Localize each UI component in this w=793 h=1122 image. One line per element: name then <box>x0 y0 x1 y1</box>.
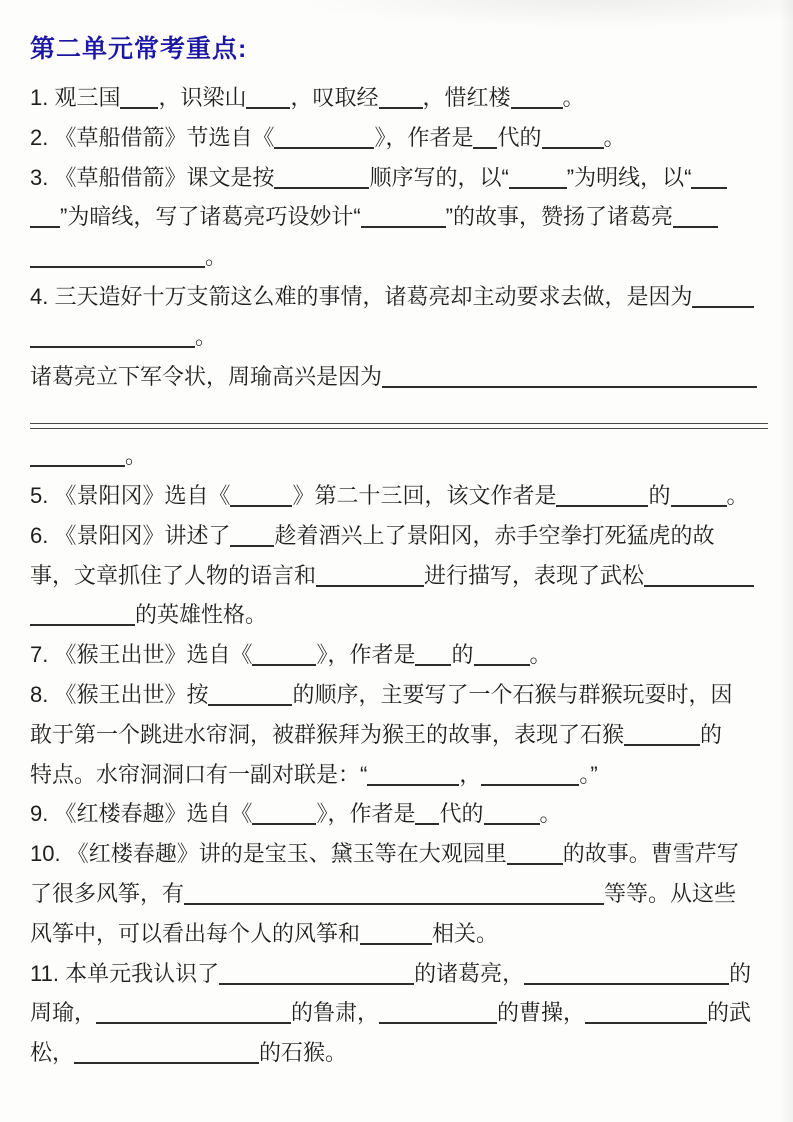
document-line <box>30 436 767 476</box>
blank-field <box>120 107 158 109</box>
text-segment: 的英雄性格。 <box>135 602 268 628</box>
text-segment: 8. 《猴王出世》按 <box>30 681 209 707</box>
document-line <box>30 954 767 994</box>
blank-field <box>481 784 579 786</box>
text-segment: ，惜红楼 <box>422 85 511 110</box>
blank-field <box>316 585 424 587</box>
document-line <box>30 118 767 158</box>
blank-field <box>415 664 451 666</box>
blank-field <box>30 624 135 626</box>
text-segment: 。 <box>125 443 148 469</box>
text-segment: 。 <box>562 85 585 110</box>
text-segment: 》，作者是 <box>316 801 416 827</box>
blank-field <box>246 107 290 109</box>
blank-field <box>473 147 497 149</box>
text-segment: 》，作者是 <box>316 642 416 668</box>
text-segment: 敢于第一个跳进水帘洞，被群猴拜为猴王的故事，表现了石猴 <box>30 721 625 747</box>
text-segment: ”为暗线，写了诸葛亮巧设妙计“ <box>60 204 361 230</box>
blank-field <box>691 187 727 189</box>
text-segment: 周瑜， <box>30 1000 97 1026</box>
text-segment: 。 <box>539 801 562 827</box>
document-line <box>30 993 767 1033</box>
document-line <box>30 715 767 755</box>
text-segment: 等等。从这些 <box>604 880 737 906</box>
document-line <box>30 317 767 357</box>
blank-field <box>360 943 432 945</box>
blank-field <box>219 983 414 985</box>
blank-field <box>509 187 567 189</box>
blank-field <box>507 863 563 865</box>
blank-field <box>415 823 439 825</box>
text-segment: ”为明线，以“ <box>566 164 692 190</box>
blank-field <box>252 823 316 825</box>
text-segment: 9. 《红楼春趣》选自《 <box>30 801 253 827</box>
text-segment: 5. 《景阳冈》选自《 <box>30 482 231 508</box>
document-line <box>30 1033 767 1073</box>
blank-field <box>30 226 60 228</box>
text-segment: 的曹操， <box>497 1000 586 1026</box>
text-segment: 的武 <box>707 1000 752 1026</box>
blank-field <box>671 505 727 507</box>
document-line <box>30 197 767 237</box>
text-segment: 进行描写，表现了武松 <box>424 562 645 588</box>
document-line <box>30 396 767 436</box>
document-line <box>30 874 767 914</box>
text-segment: 》，作者是 <box>374 124 474 150</box>
blank-field <box>556 505 648 507</box>
text-segment: 的 <box>729 960 752 986</box>
text-segment: 风筝中，可以看出每个人的风筝和 <box>30 920 361 946</box>
text-segment: 事，文章抓住了人物的语言和 <box>30 562 317 588</box>
blank-field <box>524 983 729 985</box>
text-segment: 3. 《草船借箭》课文是按 <box>30 164 275 190</box>
blank-field <box>30 346 195 348</box>
blank-field <box>542 147 604 149</box>
document-line <box>30 834 767 874</box>
text-segment: 松， <box>30 1040 75 1066</box>
blank-field <box>74 1062 259 1064</box>
continuation-rule <box>30 423 768 429</box>
text-segment: 。 <box>603 124 626 150</box>
text-segment: 代的 <box>497 124 542 150</box>
document-line <box>30 556 767 596</box>
blank-field <box>474 664 530 666</box>
blank-field <box>367 784 459 786</box>
blank-field <box>644 585 754 587</box>
text-segment: 11. 本单元我认识了 <box>30 960 220 986</box>
blank-field <box>379 107 423 109</box>
text-segment: 10. 《红楼春趣》讲的是宝玉、黛玉等在大观园里 <box>30 841 507 867</box>
blank-field <box>585 1022 707 1024</box>
document-line <box>30 635 767 675</box>
blank-field <box>673 226 718 228</box>
blank-field <box>624 744 700 746</box>
text-segment: 的 <box>451 642 474 668</box>
text-segment: 。” <box>579 761 598 787</box>
text-segment: ”的故事，赞扬了诸葛亮 <box>445 204 673 230</box>
blank-field <box>230 505 292 507</box>
text-segment: 4. 三天造好十万支箭这么难的事情，诸葛亮却主动要求去做，是因为 <box>30 283 693 309</box>
text-segment: 的鲁肃， <box>291 1000 380 1026</box>
blank-field <box>30 465 125 467</box>
document-line <box>30 476 767 516</box>
text-segment: 1. 观三国 <box>30 85 121 110</box>
page-title: 第二单元常考重点: <box>30 35 248 63</box>
document-line <box>30 675 767 715</box>
blank-field <box>208 704 292 706</box>
text-segment: 的顺序，主要写了一个石猴与群猴玩耍时，因 <box>292 681 733 707</box>
blank-field <box>230 545 274 547</box>
document-line <box>30 516 767 556</box>
blank-field <box>96 1022 291 1024</box>
text-segment: ，叹取经 <box>290 85 379 110</box>
text-segment: ， <box>459 761 482 787</box>
text-segment: 的石猴。 <box>259 1040 348 1066</box>
document-line <box>30 595 767 635</box>
document-line <box>30 158 767 198</box>
text-segment: 特点。水帘洞洞口有一副对联是：“ <box>30 761 368 787</box>
text-segment: 的 <box>700 721 723 747</box>
text-segment: 相关。 <box>432 920 499 946</box>
text-segment: 顺序写的，以“ <box>369 164 509 190</box>
document-line <box>30 237 767 277</box>
text-segment: 了很多风筝，有 <box>30 880 185 906</box>
blank-field <box>692 306 754 308</box>
text-segment: ，识梁山 <box>158 85 247 110</box>
text-segment: 7. 《猴王出世》选自《 <box>30 642 253 668</box>
blank-field <box>382 386 757 388</box>
text-segment: 。 <box>529 642 552 668</box>
worksheet-body <box>30 78 767 1073</box>
document-line <box>30 914 767 954</box>
text-segment: 诸葛亮立下军令状，周瑜高兴是因为 <box>30 363 383 389</box>
text-segment: 2. 《草船借箭》节选自《 <box>30 124 275 150</box>
blank-field <box>184 903 604 905</box>
blank-field <box>361 226 446 228</box>
text-segment: 。 <box>195 323 218 349</box>
text-segment: 的 <box>648 482 671 508</box>
blank-field <box>511 107 563 109</box>
document-line <box>30 755 767 795</box>
blank-field <box>30 266 205 268</box>
blank-field <box>484 823 540 825</box>
text-segment: 。 <box>205 244 228 270</box>
text-segment: 代的 <box>439 801 484 827</box>
text-segment: 》第二十三回，该文作者是 <box>292 482 557 508</box>
blank-field <box>379 1022 497 1024</box>
document-line <box>30 794 767 834</box>
document-line <box>30 78 767 118</box>
text-segment: 6. 《景阳冈》讲述了 <box>30 522 231 548</box>
text-segment: 的诸葛亮， <box>414 960 525 986</box>
blank-field <box>274 147 374 149</box>
document-line <box>30 277 767 317</box>
blank-field <box>252 664 316 666</box>
document-line <box>30 357 767 397</box>
text-segment: 的故事。曹雪芹写 <box>562 841 739 867</box>
text-segment: 。 <box>726 482 749 508</box>
text-segment: 趁着酒兴上了景阳冈，赤手空拳打死猛虎的故 <box>274 522 715 548</box>
blank-field <box>274 187 369 189</box>
